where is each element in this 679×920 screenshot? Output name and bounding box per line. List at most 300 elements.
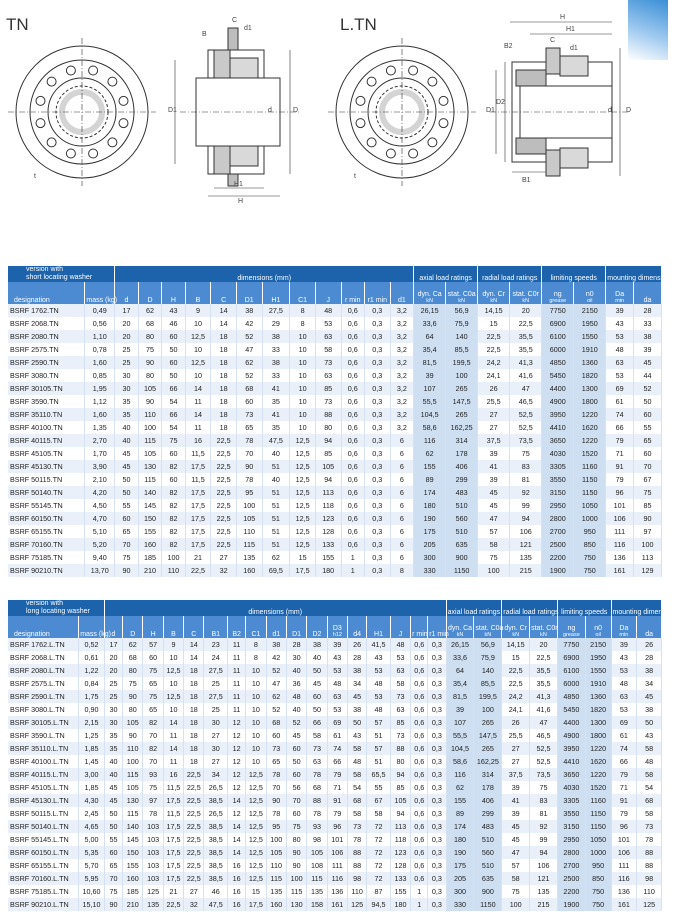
value-cell: 2500 [557,872,585,885]
value-cell: 57 [478,525,510,538]
value-cell: 110 [236,525,262,538]
designation-cell: BSRF 75185.TN [8,551,85,564]
value-cell: 133 [315,538,341,551]
table-row [8,703,662,716]
value-cell: 42 [236,317,262,330]
value-cell: 27 [211,551,237,564]
column-header [478,282,510,304]
value-cell: 90 [266,794,286,807]
bolt-hole [36,96,45,105]
value-cell: 97 [143,794,163,807]
value-cell: 0,6 [411,729,428,742]
value-cell: 66 [327,755,347,768]
value-cell: 50 [637,716,662,729]
value-cell: 185 [123,885,143,898]
value-cell: 12 [228,729,246,742]
value-cell: 158 [307,898,327,911]
value-cell: 58 [478,538,510,551]
value-cell: 1900 [542,564,574,577]
designation-cell: BSRF 1762.L.TN [8,638,79,651]
value-cell: 60 [162,447,185,460]
value-cell: 75 [634,486,662,499]
dim-B1-right: B1 [522,177,531,184]
value-cell: 63 [315,330,341,343]
value-cell: 8 [390,564,414,577]
value-cell: 17,5 [163,859,183,872]
value-cell: 45 [347,690,366,703]
column-header-unit: kN [512,632,520,638]
bolt-hole [386,149,395,158]
value-cell: 1950 [585,651,611,664]
column-header-label: B [195,297,201,304]
table-row [8,755,662,768]
value-cell: 81 [530,807,558,820]
value-cell: 0,56 [85,317,115,330]
value-cell: 58 [637,742,662,755]
value-cell: 85 [315,447,341,460]
designation-cell: BSRF 60150.TN [8,512,85,525]
value-cell: 47 [510,382,542,395]
column-header-label: d1 [397,297,406,304]
value-cell: 62 [123,638,143,651]
value-cell: 39 [606,304,634,317]
value-cell: 0,6 [411,768,428,781]
value-cell: 25,5 [478,395,510,408]
value-cell: 68 [637,794,662,807]
value-cell: 48 [637,755,662,768]
value-cell: 40 [115,421,138,434]
value-cell: 180 [414,499,446,512]
value-cell: 0,6 [341,486,364,499]
value-cell: 51 [262,486,290,499]
value-cell: 90 [138,356,161,369]
value-cell: 73 [637,820,662,833]
value-cell: 6 [390,499,414,512]
value-cell: 58 [307,729,327,742]
value-cell: 0,3 [364,421,390,434]
value-cell: 17 [115,304,138,317]
value-cell: 75 [502,885,530,898]
value-cell: 9 [185,304,211,317]
column-header [286,616,306,638]
column-header-label: B1 [211,631,221,638]
bolt-hole [367,138,376,147]
value-cell: 560 [474,846,502,859]
value-cell: 58 [347,807,366,820]
value-cell: 35 [262,395,290,408]
value-cell: 56 [286,781,306,794]
value-cell: 3,2 [390,343,414,356]
value-cell: 90 [236,460,262,473]
value-cell: 45 [502,820,530,833]
column-header [211,282,237,304]
column-header-label: r min [344,297,361,304]
value-cell: 121 [510,538,542,551]
column-header-label: ng [567,625,576,632]
value-cell: 116 [327,872,347,885]
value-cell: 81 [510,473,542,486]
value-cell: 85 [315,382,341,395]
value-cell: 10 [163,651,183,664]
value-cell: 41 [262,408,290,421]
value-cell: 50 [115,473,138,486]
value-cell: 50 [162,343,185,356]
table-row [8,859,662,872]
value-cell: 73 [315,356,341,369]
column-header [634,282,662,304]
value-cell: 69 [611,716,637,729]
value-cell: 113 [634,551,662,564]
value-cell: 79 [327,807,347,820]
column-header [474,616,502,638]
value-cell: 5,35 [79,846,105,859]
value-cell: 1160 [585,794,611,807]
value-cell: 118 [315,499,341,512]
value-cell: 483 [446,486,478,499]
value-cell: 14 [228,794,246,807]
value-cell: 41 [502,794,530,807]
value-cell: 115 [123,768,143,781]
column-header [228,616,246,638]
value-cell: 15 [246,885,266,898]
value-cell: 12,5 [246,846,266,859]
value-cell: 27 [502,755,530,768]
value-cell: 52 [236,369,262,382]
value-cell: 34 [347,677,366,690]
value-cell: 83 [530,794,558,807]
value-cell: 161 [606,564,634,577]
value-cell: 1150 [474,898,502,911]
value-cell: 28 [347,651,366,664]
value-cell: 110 [123,742,143,755]
value-cell: 0,3 [428,716,446,729]
value-cell: 73 [315,395,341,408]
table-row [8,716,662,729]
value-cell: 16 [185,434,211,447]
value-cell: 63 [606,356,634,369]
value-cell: 93 [143,768,163,781]
value-cell: 17,5 [290,564,316,577]
value-cell: 1820 [574,369,606,382]
value-cell: 2150 [585,638,611,651]
value-cell: 111 [327,859,347,872]
designation-cell: BSRF 90210.TN [8,564,85,577]
value-cell: 3550 [542,473,574,486]
value-cell: 47,5 [204,898,228,911]
value-cell: 14,15 [502,638,530,651]
column-header [204,616,228,638]
value-cell: 100 [634,538,662,551]
value-cell: 510 [474,833,502,846]
value-cell: 483 [474,820,502,833]
value-cell: 40 [262,447,290,460]
value-cell: 123 [390,846,410,859]
value-cell: 26 [347,638,366,651]
value-cell: 6 [390,551,414,564]
value-cell: 0,3 [364,486,390,499]
value-cell: 1520 [585,781,611,794]
value-cell: 900 [446,551,478,564]
value-cell: 6100 [542,330,574,343]
value-cell: 63 [390,703,410,716]
value-cell: 52 [634,382,662,395]
column-header [446,282,478,304]
value-cell: 14 [211,304,237,317]
value-cell: 68 [123,651,143,664]
value-cell: 105 [123,716,143,729]
value-cell: 12 [228,807,246,820]
value-cell: 12 [228,755,246,768]
bolt-hole [367,77,376,86]
value-cell: 0,6 [341,434,364,447]
value-cell: 1150 [585,807,611,820]
value-cell: 199,5 [474,690,502,703]
value-cell: 39 [502,781,530,794]
value-cell: 35 [104,742,122,755]
value-cell: 1,70 [85,447,115,460]
value-cell: 128 [315,525,341,538]
dim-d-right: d [608,107,612,114]
group-speeds-short: limiting speeds [542,266,606,282]
dim-C-right: C [550,37,556,44]
value-cell: 22,5 [211,460,237,473]
value-cell: 3550 [557,807,585,820]
dim-H-left: H [238,198,244,205]
tn-section-view [175,28,300,196]
value-cell: 10 [185,369,211,382]
value-cell: 161 [611,898,637,911]
dim-D-right: D [626,107,632,114]
value-cell: 42 [266,651,286,664]
value-cell: 62 [414,447,446,460]
value-cell: 116 [414,434,446,447]
value-cell: 140 [474,664,502,677]
value-cell: 3,2 [390,408,414,421]
value-cell: 111 [611,859,637,872]
value-cell: 6100 [557,664,585,677]
column-header-label: J [326,297,330,304]
value-cell: 75 [286,820,306,833]
value-cell: 17,5 [185,499,211,512]
value-cell: 22,5 [185,564,211,577]
value-cell: 3950 [557,742,585,755]
value-cell: 12,5 [246,781,266,794]
table-row [8,729,662,742]
value-cell: 115 [236,538,262,551]
value-cell: 90 [286,859,306,872]
value-cell: 68 [138,317,161,330]
column-header-label: stat. C0r [512,291,539,298]
value-cell: 38 [634,330,662,343]
value-cell: 65 [634,434,662,447]
value-cell: 64 [446,664,474,677]
column-header [8,616,79,638]
value-cell: 50 [347,716,366,729]
fig-label-tn: TN [6,15,29,34]
value-cell: 4,30 [79,794,105,807]
value-cell: 27,5 [204,690,228,703]
value-cell: 3,2 [390,395,414,408]
value-cell: 14 [211,317,237,330]
column-header-label: d [111,631,116,638]
value-cell: 147,5 [446,395,478,408]
column-header [315,282,341,304]
value-cell: 105 [307,846,327,859]
tn-front-view [8,38,156,186]
value-cell: 62 [236,356,262,369]
value-cell: 30 [104,716,122,729]
value-cell: 135 [530,885,558,898]
value-cell: 27 [204,729,228,742]
value-cell: 81,5 [446,690,474,703]
value-cell: 27,5 [262,304,290,317]
value-cell: 5,00 [79,833,105,846]
value-cell: 51 [262,460,290,473]
value-cell: 1900 [557,898,585,911]
value-cell: 51 [367,755,391,768]
value-cell: 30 [286,651,306,664]
value-cell: 93 [307,820,327,833]
value-cell: 54 [162,421,185,434]
value-cell: 4400 [557,716,585,729]
value-cell: 29 [262,317,290,330]
bolt-hole [66,149,75,158]
value-cell: 4400 [542,382,574,395]
group-dimensions-short: dimensions (mm) [115,266,414,282]
value-cell: 22,5 [163,898,183,911]
value-cell: 4030 [557,781,585,794]
value-cell: 18 [211,421,237,434]
value-cell: 88 [307,794,327,807]
value-cell: 0,90 [79,703,105,716]
column-header [347,616,366,638]
value-cell: 35,5 [530,664,558,677]
value-cell: 2200 [542,551,574,564]
value-cell: 7750 [557,638,585,651]
value-cell: 0,3 [428,794,446,807]
column-header [123,616,143,638]
value-cell: 314 [446,434,478,447]
value-cell: 0,3 [364,564,390,577]
value-cell: 6 [390,473,414,486]
value-cell: 12,5 [290,538,316,551]
value-cell: 68 [347,794,366,807]
value-cell: 20 [530,638,558,651]
value-cell: 40 [115,434,138,447]
value-cell: 104,5 [446,742,474,755]
value-cell: 45 [502,833,530,846]
column-header [185,282,211,304]
value-cell: 39 [327,638,347,651]
column-header [510,282,542,304]
value-cell: 110 [162,564,185,577]
value-cell: 78 [307,807,327,820]
table-short-washer [8,266,674,577]
column-header-label: n0 [594,625,603,632]
value-cell: 43 [347,729,366,742]
table-row [8,421,662,434]
value-cell: 95 [236,486,262,499]
value-cell: 98 [307,833,327,846]
dim-D1-right: D1 [486,107,495,114]
value-cell: 210 [123,898,143,911]
value-cell: 205 [446,872,474,885]
table-row [8,807,662,820]
value-cell: 22,5 [211,434,237,447]
value-cell: 11 [228,690,246,703]
value-cell: 105 [138,382,161,395]
value-cell: 3,2 [390,356,414,369]
value-cell: 22,5 [478,330,510,343]
value-cell: 73,5 [510,434,542,447]
value-cell: 0,49 [85,304,115,317]
value-cell: 61 [327,729,347,742]
value-cell: 94 [530,846,558,859]
table-row [8,447,662,460]
value-cell: 12,5 [246,807,266,820]
value-cell: 18 [211,382,237,395]
value-cell: 52 [266,664,286,677]
value-cell: 60 [236,395,262,408]
value-cell: 185 [138,551,161,564]
value-cell: 82 [162,486,185,499]
value-cell: 1300 [585,716,611,729]
value-cell: 135 [510,551,542,564]
value-cell: 155 [315,551,341,564]
value-cell: 5450 [557,703,585,716]
value-cell: 160 [123,872,143,885]
value-cell: 1 [341,564,364,577]
value-cell: 88 [637,846,662,859]
column-header-unit: kN [458,298,466,304]
value-cell: 6 [390,538,414,551]
value-cell: 103 [143,833,163,846]
value-cell: 18 [211,330,237,343]
bolt-hole [36,119,45,128]
value-cell: 10 [290,382,316,395]
value-cell: 6 [390,512,414,525]
table-row [8,781,662,794]
value-cell: 88 [637,859,662,872]
value-cell: 80 [315,421,341,434]
value-cell: 0,6 [341,369,364,382]
value-cell: 78 [307,768,327,781]
column-header [246,616,266,638]
dim-B2-right: B2 [504,43,513,50]
value-cell: 40 [286,703,306,716]
value-cell: 57 [367,742,391,755]
value-cell: 14 [185,382,211,395]
value-cell: 300 [414,551,446,564]
value-cell: 75 [143,690,163,703]
value-cell: 70 [236,447,262,460]
value-cell: 38 [637,703,662,716]
value-cell: 58 [315,343,341,356]
value-cell: 53 [611,703,637,716]
column-header-label: stat. C0a [447,291,476,298]
column-header [364,282,390,304]
table-row [8,408,662,421]
value-cell: 65 [266,755,286,768]
value-cell: 50 [104,807,122,820]
value-cell: 14 [184,651,204,664]
value-cell: 45 [307,677,327,690]
value-cell: 46,5 [530,729,558,742]
value-cell: 45 [286,729,306,742]
column-header-label: B [171,631,176,638]
value-cell: 14 [185,408,211,421]
table-row [8,846,662,859]
